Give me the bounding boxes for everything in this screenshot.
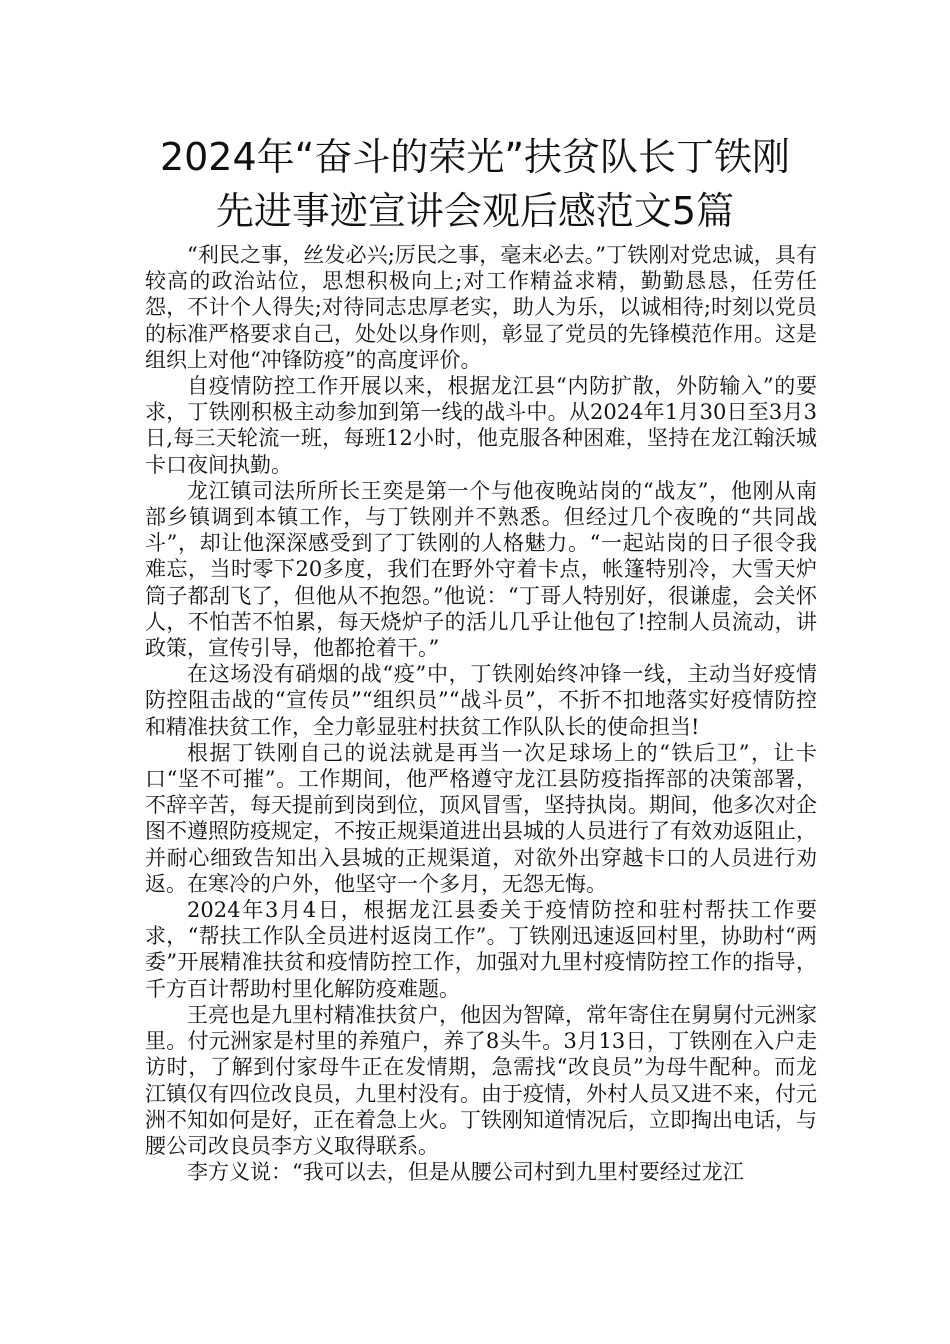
paragraph: 根据丁铁刚自己的说法就是再当一次足球场上的“铁后卫”，让卡口“坚不可摧”。工作期间，他严格遵守龙江县防疫指挥部的决策部署，不辞辛苦，每天提前到岗到位，顶风冒雪，坚持执岗。期间，他多次对企图不遵照防疫规定，不按正规渠道进出县城的人员进行了有效劝返阻止，并耐心细致告知出入县城的正规渠道，对欲外出穿越卡口的人员进行劝返。在寒冷的户外，他坚守一个多月，无怨无悔。 [145,740,817,896]
paragraph: 在这场没有硝烟的战“疫”中，丁铁刚始终冲锋一线，主动当好疫情防控阻击战的“宣传员”“组织员”“战斗员”，不折不扣地落实好疫情防控和精准扶贫工作，全力彰显驻村扶贫工作队队长的使命担当! [145,662,817,739]
paragraph: 王亮也是九里村精准扶贫户，他因为智障，常年寄住在舅舅付元洲家里。付元洲家是村里的养殖户，养了8头牛。3月13日，丁铁刚在入户走访时，了解到付家母牛正在发情期，急需找“改良员”为母牛配种。而龙江镇仅有四位改良员，九里村没有。由于疫情，外村人员又进不来，付元洲不知如何是好，正在着急上火。丁铁刚知道情况后，立即掏出电话，与腰公司改良员李方义取得联系。 [145,1002,817,1158]
paragraph: 龙江镇司法所所长王奕是第一个与他夜晚站岗的“战友”，他刚从南部乡镇调到本镇工作，与丁铁刚并不熟悉。但经过几个夜晚的“共同战斗”，却让他深深感受到了丁铁刚的人格魅力。“一起站岗的日子很令我难忘，当时零下20多度，我们在野外守着卡点，帐篷特别冷，大雪天炉筒子都刮飞了，但他从不抱怨。”他说：“丁哥人特别好，很谦虚，会关怀人，不怕苦不怕累，每天烧炉子的活儿几乎让他包了!控制人员流动，讲政策，宣传引导，他都抢着干。” [145,478,817,661]
document-title [110,130,840,238]
title-line-2: 先进事迹宣讲会观后感范文5篇 [215,189,735,233]
paragraph: “利民之事，丝发必兴;厉民之事，毫末必去。”丁铁刚对党忠诚，具有较高的政治站位，思想积极向上;对工作精益求精，勤勤恳恳，任劳任怨，不计个人得失;对待同志忠厚老实，助人为乐，以诚相待;时刻以党员的标准严格要求自己，处处以身作则，彰显了党员的先锋模范作用。这是组织上对他“冲锋防疫”的高度评价。 [145,243,817,372]
paragraph: 自疫情防控工作开展以来，根据龙江县“内防扩散，外防输入”的要求，丁铁刚积极主动参加到第一线的战斗中。从2024年1月30日至3月3日,每三天轮流一班，每班12小时，他克服各种困难，坚持在龙江翰沃城卡口夜间执勤。 [145,374,817,477]
title-line-1: 2024年“奋斗的荣光”扶贫队长丁铁刚 [159,135,791,179]
paragraph: 李方义说：“我可以去，但是从腰公司村到九里村要经过龙江 [187,1160,744,1185]
document-body [145,242,817,1185]
paragraph: 2024年3月4日，根据龙江县委关于疫情防控和驻村帮扶工作要求，“帮扶工作队全员进村返岗工作”。丁铁刚迅速返回村里，协助村“两委”开展精准扶贫和疫情防控工作，加强对九里村疫情防控工作的指导，千方百计帮助村里化解防疫难题。 [145,898,817,1001]
